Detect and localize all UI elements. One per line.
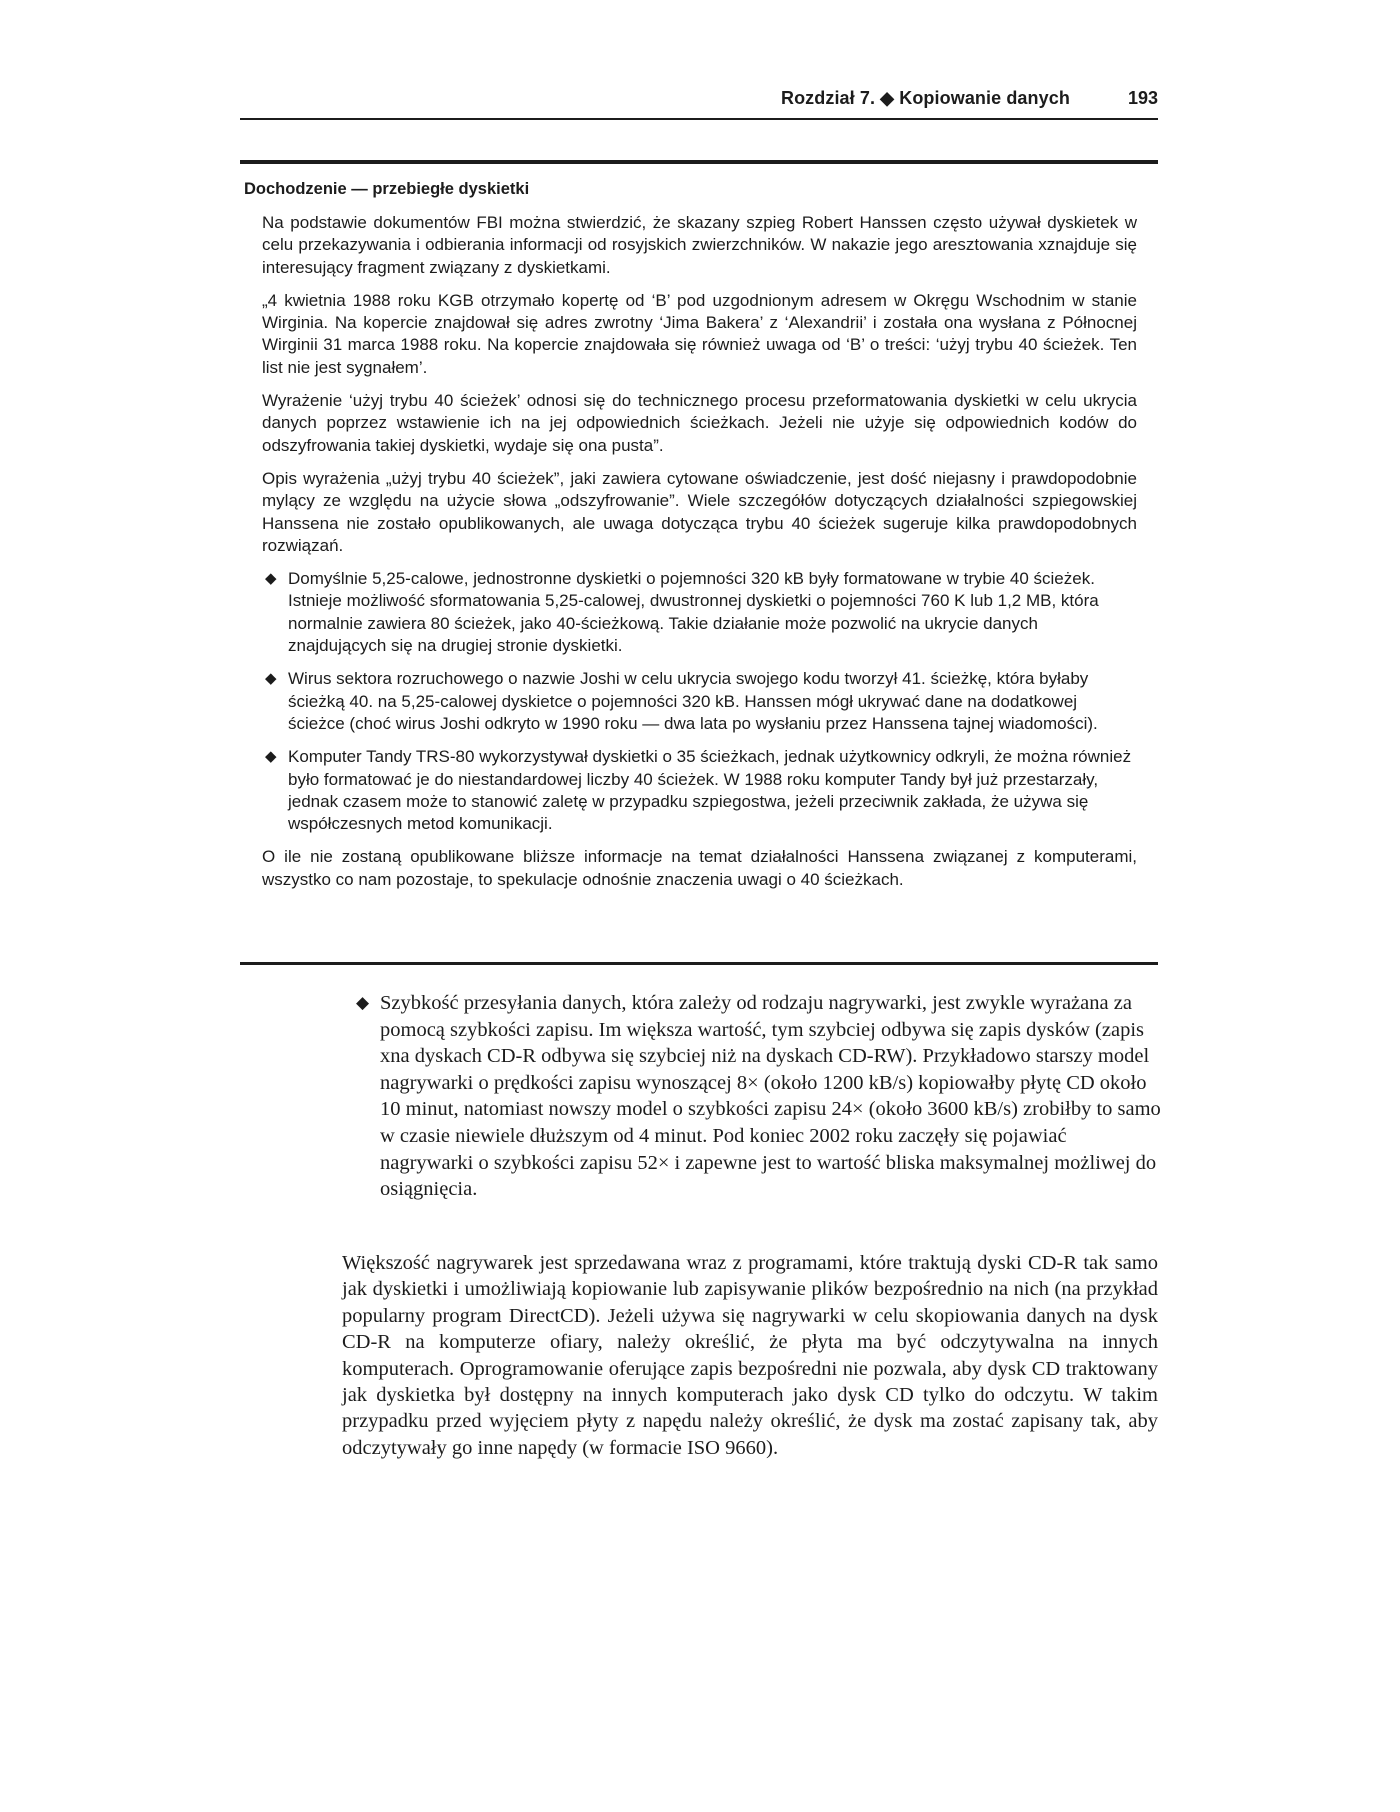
sidebar-bottom-rule [240,962,1158,965]
main-bullet-text: Szybkość przesyłania danych, która zależy od rodzaju nagrywarki, jest zwykle wyrażana za pomocą szybkości zapisu. Im większa wartość, tym szybciej odbywa się zapis dysków (zapis xna dyskach CD-R odbywa się szybciej niż na dyskach CD-RW). Przykładowo starszy model nagrywarki o prędkości zapisu wynoszącej 8× (około 1200 kB/s) kopiowałby płytę CD około 10 minut, natomiast nowszy model o szybkości zapisu 24× (około 3600 kB/s) zrobiłby to samo w czasie niewiele dłuższym od 4 minut. Pod koniec 2002 roku zaczęły się pojawiać nagrywarki o szybkości zapisu 52× i zapewne jest to wartość bliska maksymalnej możliwej do osiągnięcia. [380,992,1161,1201]
sidebar-bullet-item [262,568,1137,657]
running-header [240,88,1158,112]
diamond-bullet-icon: ◆ [265,570,277,588]
sidebar-title: Dochodzenie — przebiegłe dyskietki [244,180,530,198]
sidebar-paragraph: Opis wyrażenia „użyj trybu 40 ścieżek”, jaki zawiera cytowane oświadczenie, jest dość niejasny i prawdopodobnie mylący ze względu na użycie słowa „odszyfrowanie”. Wiele szczegółów dotyczących działalności szpiegowskiej Hanssena nie zostało opublikowanych, ale uwaga dotycząca trybu 40 ścieżek sugeruje kilka prawdopodobnych rozwiązań. [262,468,1137,555]
sidebar-body [262,212,1137,891]
sidebar-bullet-item [262,668,1137,735]
page-number: 193 [1127,88,1158,108]
chapter-title: Rozdział 7. ◆ Kopiowanie danych [780,88,1070,108]
diamond-bullet-icon: ◆ [265,748,277,766]
main-paragraph: Większość nagrywarek jest sprzedawana wraz z programami, które traktują dyski CD-R tak samo jak dyskietki i umożliwiają kopiowanie lub zapisywanie plików bezpośrednio na nich (na przykład popularny program DirectCD). Jeżeli używa się nagrywarki w celu skopiowania danych na dysk CD-R na komputerze ofiary, należy określić, że płyta ma być odczytywalna na innych komputerach. Oprogramowanie oferujące zapis bezpośredni nie pozwala, aby dysk CD traktowany jak dyskietka był dostępny na innych komputerach jako dysk CD tylko do odczytu. W takim przypadku przed wyjęciem płyty z napędu należy określić, że dysk ma zostać zapisany tak, aby odczytywały go inne napędy (w formacie ISO 9660). [342,1252,1158,1459]
main-bullet-item [356,990,1161,1203]
sidebar-paragraph: Wyrażenie ‘użyj trybu 40 ścieżek’ odnosi się do technicznego procesu przeformatowania dyskietki w celu ukrycia danych poprzez wstawienie ich na jej odpowiednich ścieżkach. Jeżeli nie użyje się odpowiednich kodów do odszyfrowania takiej dyskietki, wydaje się ona pusta”. [262,391,1137,455]
sidebar-paragraph: „4 kwietnia 1988 roku KGB otrzymało kopertę od ‘B’ pod uzgodnionym adresem w Okręgu Wschodnim w stanie Wirginia. Na kopercie znajdował się adres zwrotny ‘Jima Bakera’ z ‘Alexandrii’ i została ona wysłana z Północnej Wirginii 31 marca 1988 roku. Na kopercie znajdowała się również uwaga od ‘B’ o treści: ‘użyj trybu 40 ścieżek. Ten list nie jest sygnałem’. [262,290,1137,377]
sidebar-top-rule [240,160,1158,164]
sidebar-bullet-text: Komputer Tandy TRS-80 wykorzystywał dyskietki o 35 ścieżkach, jednak użytkownicy odkryli, że można również było formatować je do niestandardowej liczby 40 ścieżek. W 1988 roku komputer Tandy był już przestarzały, jednak czasem może to stanowić zaletę w przypadku szpiegostwa, jeżeli przeciwnik zakłada, że używa się współczesnych metod komunikacji. [288,747,1132,834]
sidebar-bullet-text: Domyślnie 5,25-calowe, jednostronne dyskietki o pojemności 320 kB były formatowane w trybie 40 ścieżek. Istnieje możliwość sformatowania 5,25-calowej, dwustronnej dyskietki o pojemności 760 K lub 1,2 MB, która normalnie zawiera 80 ścieżek, jako 40-ścieżkową. Takie działanie może pozwolić na ukrycie danych znajdujących się na drugiej stronie dyskietki. [288,569,1099,656]
sidebar-paragraph: Na podstawie dokumentów FBI można stwierdzić, że skazany szpieg Robert Hanssen często używał dyskietek w celu przekazywania i odbierania informacji od rosyjskich zwierzchników. W nakazie jego aresztowania xznajduje się interesujący fragment związany z dyskietkami. [262,213,1137,277]
sidebar-closing-paragraph: O ile nie zostaną opublikowane bliższe informacje na temat działalności Hanssena związanej z komputerami, wszystko co nam pozostaje, to spekulacje odnośnie znaczenia uwagi o 40 ścieżkach. [262,847,1137,889]
header-rule [240,118,1158,120]
sidebar-bullet-text: Wirus sektora rozruchowego o nazwie Joshi w celu ukrycia swojego kodu tworzył 41. ścieżkę, która byłaby ścieżką 40. na 5,25-calowej dyskietce o pojemności 320 kB. Hanssen mógł ukrywać dane na dodatkowej ścieżce (choć wirus Joshi odkryto w 1990 roku — dwa lata po wysłaniu przez Hanssena tajnej wiadomości). [288,669,1098,733]
diamond-bullet-icon: ◆ [356,993,370,1012]
sidebar-bullet-list [262,568,1137,835]
diamond-bullet-icon: ◆ [265,670,277,688]
sidebar-bullet-item [262,746,1137,835]
